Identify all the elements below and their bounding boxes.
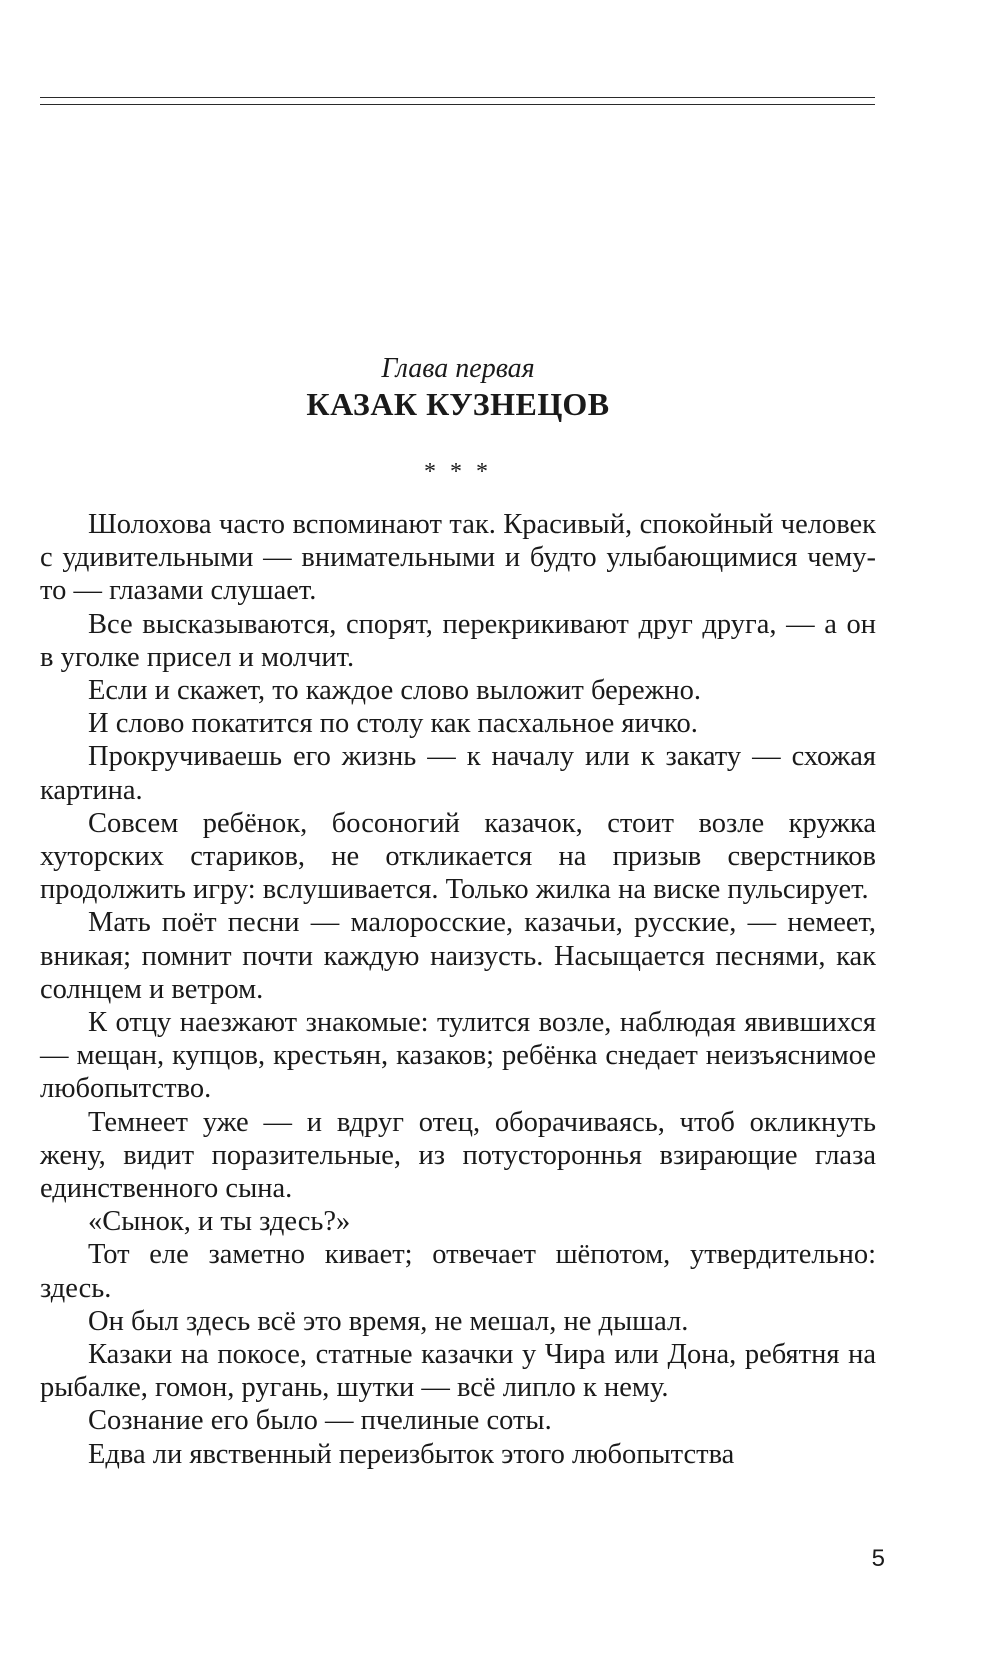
paragraph: Темнеет уже — и вдруг отец, оборачиваясь, чтоб окликнуть жену, видит поразительные, из потустороннья взирающие глаза единственного сына. [40,1106,876,1205]
paragraph: Он был здесь всё это время, не мешал, не дышал. [88,1305,689,1337]
paragraph: Все высказываются, спорят, перекрикивают друг друга, — а он в уголке присел и молчит. [40,608,876,673]
paragraph: Мать поёт песни — малоросские, казачьи, русские, — немеет, вникая; помнит почти каждую наизусть. Насыщается песнями, как солнцем и ветром. [40,907,876,1005]
paragraph: К отцу наезжают знакомые: тулится возле, наблюдая явившихся — мещан, купцов, крестьян, казаков; ребёнка снедает неизъяснимое любопытство. [40,1007,876,1105]
paragraph: Казаки на покосе, статные казачки у Чира или Дона, ребятня на рыбалке, гомон, ругань, шутки — всё липло к нему. [40,1339,876,1404]
header-rule-top [40,97,875,98]
paragraph: «Сынок, и ты здесь?» [88,1206,351,1238]
page-number: 5 [871,1545,885,1572]
chapter-title: КАЗАК КУЗНЕЦОВ [306,386,610,422]
paragraph: Шолохова часто вспоминают так. Красивый, спокойный человек с удивительными — внимательными и будто улыбающимися чему-то — глазами слушает. [40,509,876,607]
paragraph: Едва ли явственный переизбыток этого любопытства [88,1438,735,1470]
paragraph: Прокручиваешь его жизнь — к началу или к закату — схожая картина. [40,741,876,806]
paragraph: Совсем ребёнок, босоногий казачок, стоит возле кружка хуторских стариков, не откликается на призыв сверстников продолжить игру: вслушивается. Только жилка на виске пульсирует. [40,807,876,906]
paragraph: И слово покатится по столу как пасхальное яичко. [88,708,698,740]
body-text [40,508,876,1471]
paragraph: Если и скажет, то каждое слово выложит бережно. [88,675,702,707]
section-separator: * * * [424,459,492,485]
chapter-label: Глава первая [381,353,535,384]
paragraph: Сознание его было — пчелиные соты. [88,1405,552,1437]
paragraph: Тот еле заметно кивает; отвечает шёпотом, утвердительно: здесь. [40,1239,876,1304]
header-rule-bottom [40,104,875,105]
